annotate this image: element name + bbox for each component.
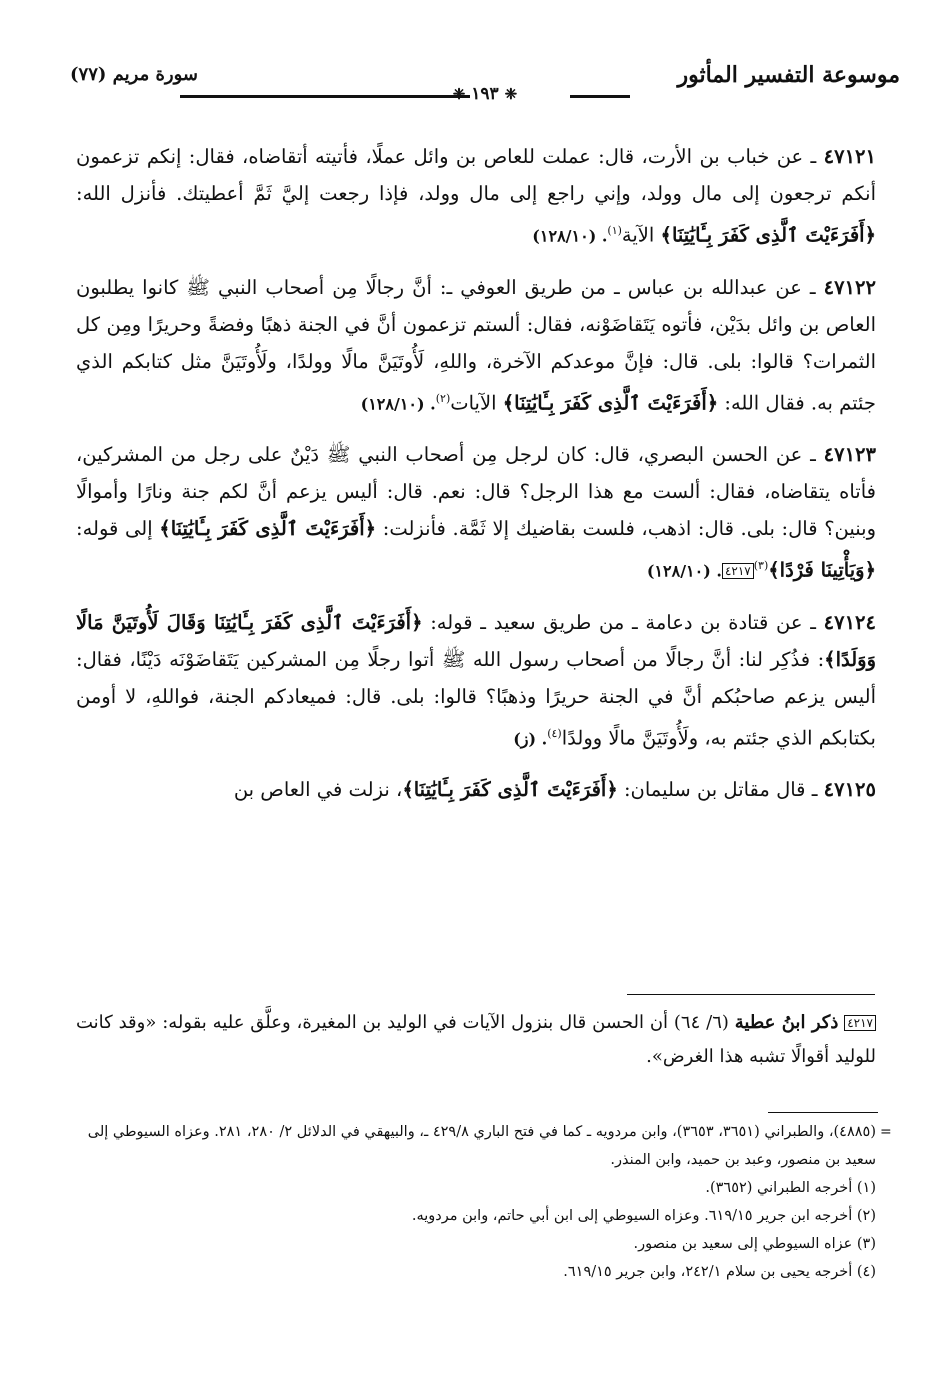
narration-text: ـ عن قتادة بن دعامة ـ من طريق سعيد ـ قوله: — [430, 610, 816, 634]
quran-verse: ﴿أَفَرَءَيْتَ ٱلَّذِى كَفَرَ بِـَٔايَٰتِنَا وَقَالَ لَأُوتَيَنَّ مَالًا وَوَلَدًا﴾ — [76, 610, 876, 671]
narration-text: إلى قوله: — [76, 517, 153, 540]
quran-verse: ﴿أَفَرَءَيْتَ ٱلَّذِى كَفَرَ بِـَٔايَٰتِنَا﴾ — [660, 223, 876, 247]
narration-number: ٤٧١٢٤ — [823, 610, 876, 634]
quran-verse: ﴿أَفَرَءَيْتَ ٱلَّذِى كَفَرَ بِـَٔايَٰتِنَا﴾ — [159, 517, 377, 540]
footnote-marker: (٣) — [753, 559, 769, 572]
footnote-marker: (١) — [607, 224, 622, 237]
narration-47125 — [76, 771, 876, 808]
page-header — [70, 58, 900, 104]
book-title: موسوعة التفسير المأثور — [677, 62, 900, 88]
narration-text: ـ عن خباب بن الأرت، قال: عملت للعاص بن وائل عملًا، فأتيته أتقاضاه، فقال: إنكم تزعمون أنكم ترجعون إلى مال وولد، وإني راجع إلى مال وولد، فإذا رجعت إليَّ ثَمَّ أعطيتك. فأنزل الله: — [76, 145, 876, 205]
narration-number: ٤٧١٢٥ — [823, 778, 876, 801]
volume-reference: . (١٢٨/١٠) — [360, 394, 436, 413]
footnote-4: (٤) أخرجه يحيى بن سلام ٢٤٢/١، وابن جرير ٦١٩/١٥. — [563, 1264, 876, 1280]
footnote-separator — [768, 1112, 878, 1113]
narration-47122 — [76, 269, 876, 423]
narration-text: ـ قال مقاتل بن سليمان: — [623, 778, 818, 801]
footnote-2: (٢) أخرجه ابن جرير ٦١٩/١٥. وعزاه السيوطي إلى ابن أبي حاتم، وابن مردويه. — [411, 1208, 876, 1224]
note-text: (٦/ ٦٤) أن الحسن قال بنزول الآيات في الوليد بن المغيرة، وعلَّق عليه بقوله: «وقد كانت للوليد أقوالًا تشبه هذا الغرض». — [76, 1012, 876, 1067]
narration-text: : فذُكِر لنا: أنَّ رجالًا من أصحاب رسول الله ﷺ أتوا رجلًا مِن المشركين يَتَقاضَوْنَه دَيْنًا، فقال: أليس يزعم صاحبُكم أنَّ في الجنة حريرًا وذهبًا؟ قالوا: بلى. قال: فميعادكم الجنة، فواللهِ، لا أومن بكتابكم الذي جئتم به، ولَأُوتَيَنَّ مالًا وولدًا — [76, 647, 876, 749]
narration-text: ، نزلت في العاص بن — [233, 778, 403, 801]
narration-47121 — [76, 138, 876, 255]
page-number-wrap — [70, 84, 900, 104]
footnote-marker: (٢) — [435, 391, 451, 405]
volume-reference: . (ز) — [513, 729, 548, 748]
volume-reference: . (١٢٨/١٠) — [532, 226, 608, 246]
narration-text: ـ عن الحسن البصري، قال: كان لرجل مِن أصحاب النبي ﷺ دَيْنٌ على رجل من المشركين، فأتاه يتقاضاه، فقال: ألست مع هذا الرجل؟ قال: نعم. قال: أليس يزعم أنَّ لكم جنة ونارًا وأموالًا وبنين؟ قال: بلى. قال: اذهب، فلست بقاضيك إلا ثَمَّة. فأنزلت: — [76, 443, 877, 540]
footnote-3: (٣) عزاه السيوطي إلى سعيد بن منصور. — [633, 1236, 876, 1252]
volume-reference: . (١٢٨/١٠) — [646, 561, 722, 581]
note-separator — [627, 994, 875, 995]
main-text — [76, 138, 876, 822]
ornament-icon: ❈ — [504, 85, 518, 103]
ornament-icon: ❈ — [452, 85, 466, 103]
note-box-marker[interactable]: ٤٢١٧ — [722, 563, 754, 579]
narration-text: الآية — [621, 223, 655, 247]
editor-note — [76, 1006, 876, 1074]
continuation-mark: = — [880, 1124, 892, 1140]
narration-number: ٤٧١٢٢ — [823, 275, 876, 299]
footnotes — [76, 1118, 876, 1286]
narration-47124 — [76, 604, 876, 758]
narration-47123 — [76, 436, 876, 590]
quran-verse: ﴿وَيَأْتِينَا فَرْدًا﴾ — [768, 558, 876, 582]
surah-title: سورة مريم (٧٧) — [70, 64, 198, 85]
narration-number: ٤٧١٢١ — [823, 145, 877, 168]
footnote-marker: (٤) — [547, 726, 562, 740]
page-number: ١٩٣ — [471, 84, 499, 104]
narration-number: ٤٧١٢٣ — [823, 443, 876, 466]
note-box-label: ٤٢١٧ — [844, 1015, 876, 1031]
quran-verse: ﴿أَفَرَءَيْتَ ٱلَّذِى كَفَرَ بِـَٔايَٰتِنَا﴾ — [402, 778, 618, 801]
narration-text: الآيات — [450, 391, 497, 414]
note-lead: ذكر ابنُ عطية — [734, 1012, 839, 1033]
footnote-1: (١) أخرجه الطبراني (٣٦٥٢). — [705, 1180, 876, 1196]
narration-text: ـ عن عبدالله بن عباس ـ من طريق العوفي ـ: أنَّ رجالًا مِن أصحاب النبي ﷺ كانوا يطلبون العاص بن وائل بدَيْن، فأتوه يَتَقاضَوْنه، فقال: ألستم تزعمون أنَّ في الجنة ذهبًا وفضةً وحريرًا ومِن كل الثمرات؟ قالوا: بلى. قال: فإنَّ موعدكم الآخرة، واللهِ، لَأُوتَيَنَّ مالًا وولدًا، ولَأُوتَيَنَّ مثل كتابكم الذي جئتم به. فقال الله: — [76, 275, 876, 414]
quran-verse: ﴿أَفَرَءَيْتَ ٱلَّذِى كَفَرَ بِـَٔايَٰتِنَا﴾ — [502, 391, 719, 414]
footnote-continued: (٤٨٨٥)، والطبراني (٣٦٥١، ٣٦٥٣)، وابن مردويه ـ كما في فتح الباري ٤٢٩/٨ ـ، والبيهقي في الدلائل ٢/ ٢٨٠، ٢٨١. وعزاه السيوطي إلى سعيد بن منصور، وعبد بن حميد، وابن المنذر. — [87, 1124, 876, 1168]
